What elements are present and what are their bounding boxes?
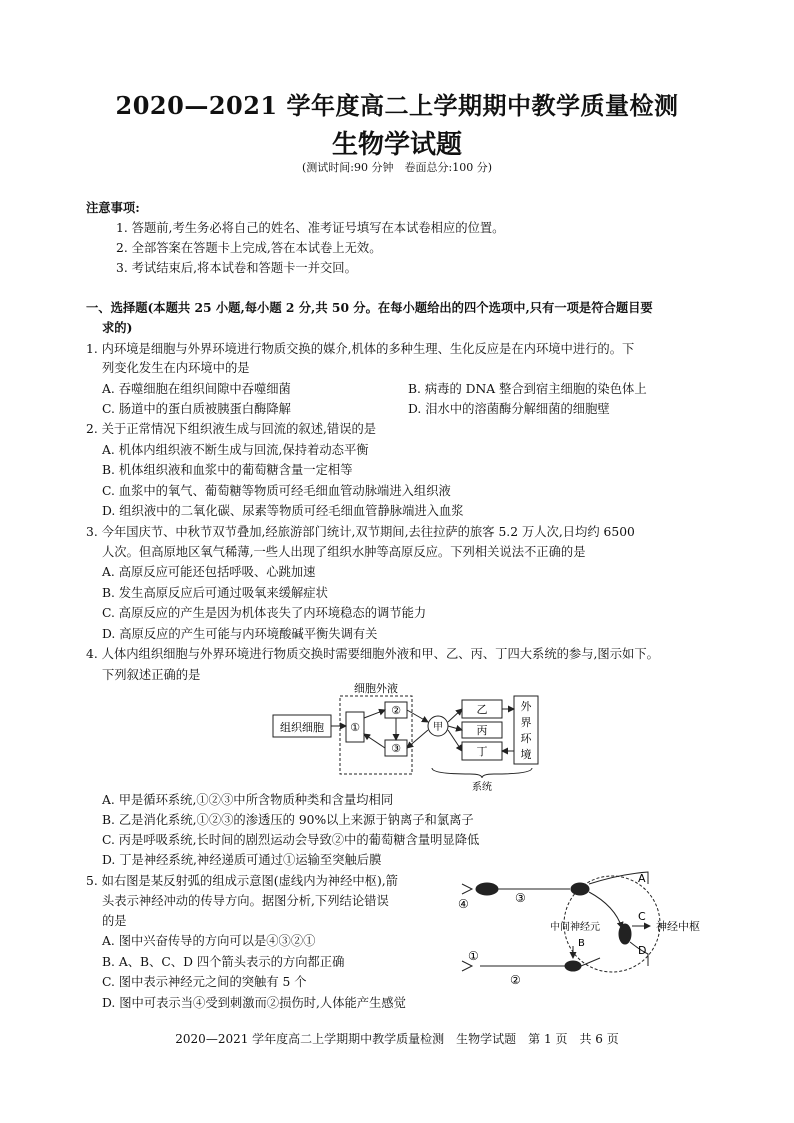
label-interneuron: 中间神经元 <box>550 922 600 933</box>
fiber-to-center <box>581 958 600 966</box>
q3-stem: 3. 今年国庆节、中秋节双节叠加,经旅游部门统计,双节期间,去往拉萨的旅客 5.2 万人次,日均约 6500 <box>86 525 635 539</box>
label-nerve-center: 神经中枢 <box>656 920 700 933</box>
q1-option-b: B. 病毒的 DNA 整合到宿主细胞的染色体上 <box>408 382 647 396</box>
section-heading: 一、选择题(本题共 25 小题,每小题 2 分,共 50 分。在每小题给出的四个选项中,只有一项是符合题目要 <box>86 300 653 315</box>
tissue-label: 组织细胞 <box>280 721 324 734</box>
label-ext-4: 境 <box>520 748 532 761</box>
label-ding: 丁 <box>476 745 488 758</box>
subject-title: 生物学试题 <box>331 130 462 160</box>
q1-option-d: D. 泪水中的溶菌酶分解细菌的细胞壁 <box>408 402 610 416</box>
label-1: ① <box>468 949 479 963</box>
q4-stem-cont: 下列叙述正确的是 <box>102 668 201 682</box>
page-footer: 2020—2021 学年度高二上学期期中教学质量检测 生物学试题 第 1 页 共 6 页 <box>175 1032 619 1046</box>
label-1: ① <box>350 721 360 734</box>
label-bing: 丙 <box>476 724 488 737</box>
q3-option-c: C. 高原反应的产生是因为机体丧失了内环境稳态的调节能力 <box>102 606 427 620</box>
label-yi: 乙 <box>476 703 488 716</box>
label-B: B <box>578 938 585 949</box>
q2-option-b: B. 机体组织液和血浆中的葡萄糖含量一定相等 <box>102 463 353 477</box>
note-item-1: 1. 答题前,考生务必将自己的姓名、准考证号填写在本试卷相应的位置。 <box>116 221 505 235</box>
exam-title: 2020—2021 学年度高二上学期期中教学质量检测 <box>115 91 679 120</box>
notes-heading: 注意事项: <box>86 200 140 215</box>
label-3: ③ <box>515 891 526 905</box>
time-info: (测试时间:90 分钟 卷面总分:100 分) <box>302 161 492 174</box>
label-ext-2: 界 <box>520 716 532 729</box>
label-ext-3: 环 <box>520 732 532 745</box>
q5-option-d: D. 图中可表示当④受到刺激而②损伤时,人体能产生感觉 <box>102 996 406 1010</box>
q5-stem: 5. 如右图是某反射弧的组成示意图(虚线内为神经中枢),箭 <box>86 874 398 888</box>
neuron-body-bottom <box>565 961 581 971</box>
q3-stem-cont: 人次。但高原地区氧气稀薄,一些人出现了组织水肿等高原反应。下列相关说法不正确的是 <box>102 545 586 559</box>
note-item-3: 3. 考试结束后,将本试卷和答题卡一并交回。 <box>116 261 357 275</box>
q1-option-c: C. 肠道中的蛋白质被胰蛋白酶降解 <box>102 402 291 416</box>
q1-stem: 1. 内环境是细胞与外界环境进行物质交换的媒介,机体的多种生理、生化反应是在内环境中进行的。下 <box>86 342 635 356</box>
q4-option-d: D. 丁是神经系统,神经递质可通过①运输至突触后膜 <box>102 853 382 867</box>
neuron-body-top <box>571 883 589 895</box>
q4-option-c: C. 丙是呼吸系统,长时间的剧烈运动会导致②中的葡萄糖含量明显降低 <box>102 833 480 847</box>
q3-option-d: D. 高原反应的产生可能与内环境酸碱平衡失调有关 <box>102 627 378 641</box>
q2-option-a: A. 机体内组织液不断生成与回流,保持着动态平衡 <box>102 443 369 457</box>
q1-stem-cont: 列变化发生在内环境中的是 <box>102 361 250 375</box>
q4-option-a: A. 甲是循环系统,①②③中所含物质种类和含量均相同 <box>102 793 394 807</box>
q2-option-c: C. 血浆中的氧气、葡萄糖等物质可经毛细血管动脉端进入组织液 <box>102 484 451 498</box>
q3-option-a: A. 高原反应可能还包括呼吸、心跳加速 <box>102 565 316 579</box>
label-ext-1: 外 <box>520 700 532 713</box>
neuron-body-4 <box>476 883 498 895</box>
label-jia: 甲 <box>433 722 443 733</box>
q5-option-a: A. 图中兴奋传导的方向可以是④③②① <box>102 934 316 948</box>
label-4: ④ <box>458 897 469 911</box>
q4-option-b: B. 乙是消化系统,①②③的渗透压的 90%以上来源于钠离子和氯离子 <box>102 813 474 827</box>
q4-stem: 4. 人体内组织细胞与外界环境进行物质交换时需要细胞外液和甲、乙、丙、丁四大系统的参与,图示如下。 <box>86 647 659 661</box>
q5-option-c: C. 图中表示神经元之间的突触有 5 个 <box>102 975 307 989</box>
q1-option-a: A. 吞噬细胞在组织间隙中吞噬细菌 <box>102 382 291 396</box>
receptor-4 <box>462 884 472 894</box>
label-3: ③ <box>391 742 401 755</box>
q4-diagram <box>270 682 550 792</box>
label-A: A <box>638 872 646 885</box>
note-item-2: 2. 全部答案在答题卡上完成,答在本试卷上无效。 <box>116 241 382 255</box>
section-heading-cont: 求的) <box>102 320 133 335</box>
q5-reflex-arc-diagram <box>450 862 720 987</box>
q5-stem-cont2: 的是 <box>102 914 127 928</box>
q3-option-b: B. 发生高原反应后可通过吸氧来缓解症状 <box>102 586 328 600</box>
neuron-body-right <box>619 924 631 944</box>
ecf-label: 细胞外液 <box>354 682 398 695</box>
label-C: C <box>638 910 646 923</box>
label-2: ② <box>510 973 521 987</box>
ecf-dashed-box <box>340 696 412 774</box>
q2-option-d: D. 组织液中的二氧化碳、尿素等物质可经毛细血管静脉端进入血浆 <box>102 504 464 518</box>
label-2: ② <box>391 704 401 717</box>
system-brace <box>432 768 532 778</box>
q2-stem: 2. 关于正常情况下组织液生成与回流的叙述,错误的是 <box>86 422 377 436</box>
q5-option-b: B. A、B、C、D 四个箭头表示的方向都正确 <box>102 955 345 969</box>
label-system: 系统 <box>472 782 492 792</box>
label-D: D <box>638 944 647 957</box>
q5-stem-cont: 头表示神经冲动的传导方向。据图分析,下列结论错误 <box>102 894 389 908</box>
